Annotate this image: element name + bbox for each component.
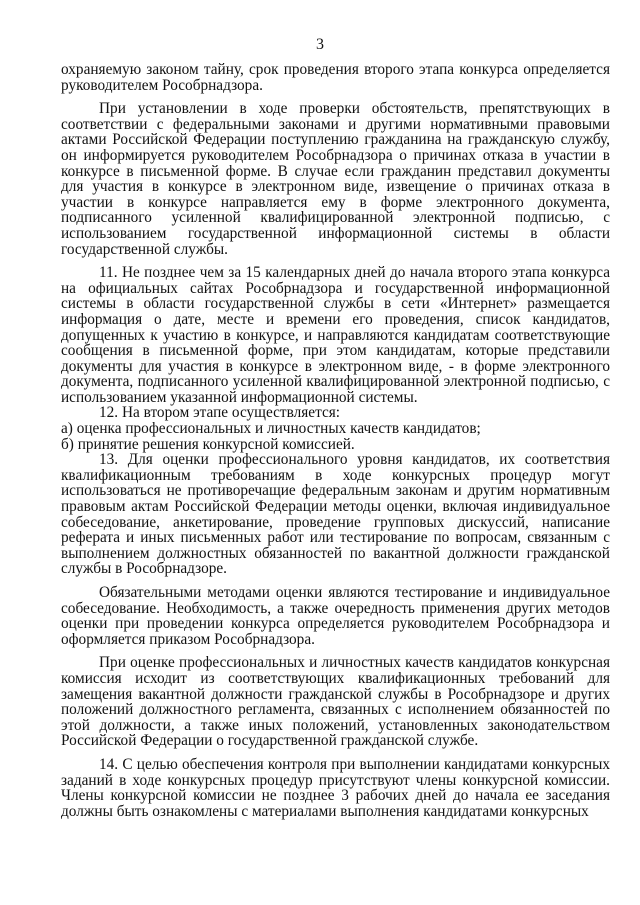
paragraph-clause-12: 12. На втором этапе осуществляется:: [99, 404, 341, 422]
list-item-a: а) оценка профессиональных и личностных качеств кандидатов;: [61, 420, 481, 438]
paragraph-refusal-notice: При установлении в ходе проверки обстоятельств, препятствующих в соответствии с федеральными законами и другими нормативными правовыми актами Российской Федерации поступлению гражданина на гражданскую службу, он информируется руководителем Рособрнадзора о причинах отказа в участии в конкурсе в письменной форме. В случае если гражданин представил документы для участия в конкурсе в электронном виде, извещение о причинах отказа в участии в конкурсе направляется ему в форме электронного документа, подписанного усиленной квалифицированной электронной подписью, с использованием государственной информационной системы в области государственной службы.: [61, 100, 610, 258]
paragraph-continuation: охраняемую законом тайну, срок проведения второго этапа конкурса определяется руководителем Рособрнадзора.: [61, 61, 610, 94]
list-item-b: б) принятие решения конкурсной комиссией.: [61, 435, 355, 453]
document-body: [61, 62, 610, 819]
paragraph-evaluation: При оценке профессиональных и личностных качеств кандидатов конкурсная комиссия исходит из соответствующих квалификационных требований для замещения вакантной должности гражданской службы в Рособрнадзоре и других положений должностного регламента, связанных с исполнением обязанностей по этой должности, а также иных положений, установленных законодательством Российской Федерации о государственной гражданской службе.: [61, 654, 610, 750]
paragraph-clause-11: 11. Не позднее чем за 15 календарных дней до начала второго этапа конкурса на официальных сайтах Рособрнадзора и государственной информационной системы в области государственной службы в сети «Интернет» размещается информация о дате, месте и времени его проведения, список кандидатов, допущенных к участию в конкурсе, и направляются кандидатам соответствующие сообщения в письменной форме, при этом кандидатам, которые представили документы для участия в конкурсе в электронном виде, - в форме электронного документа, подписанного усиленной квалифицированной электронной подписью, с использованием указанной информационной системы.: [61, 264, 610, 406]
paragraph-mandatory-methods: Обязательными методами оценки являются тестирование и индивидуальное собеседование. Необходимость, а также очередность применения других методов оценки при проведении конкурса определяется руководителем Рособрнадзора и оформляется приказом Рособрнадзора.: [61, 584, 610, 648]
page-number: 3: [316, 36, 324, 53]
paragraph-clause-13: 13. Для оценки профессионального уровня кандидатов, их соответствия квалификационным требованиям в ходе конкурсных процедур могут использоваться не противоречащие федеральным законам и другим нормативным правовым актам Российской Федерации методы оценки, включая индивидуальное собеседование, анкетирование, проведение групповых дискуссий, написание реферата и иных письменных работ или тестирование по вопросам, связанным с выполнением должностных обязанностей по вакантной должности гражданской службы в Рособрнадзоре.: [61, 451, 610, 578]
paragraph-clause-14: 14. С целью обеспечения контроля при выполнении кандидатами конкурсных заданий в ходе конкурсных процедур присутствуют члены конкурсной комиссии. Члены конкурсной комиссии не позднее 3 рабочих дней до начала ее заседания должны быть ознакомлены с материалами выполнения кандидатами конкурсных: [61, 755, 610, 820]
